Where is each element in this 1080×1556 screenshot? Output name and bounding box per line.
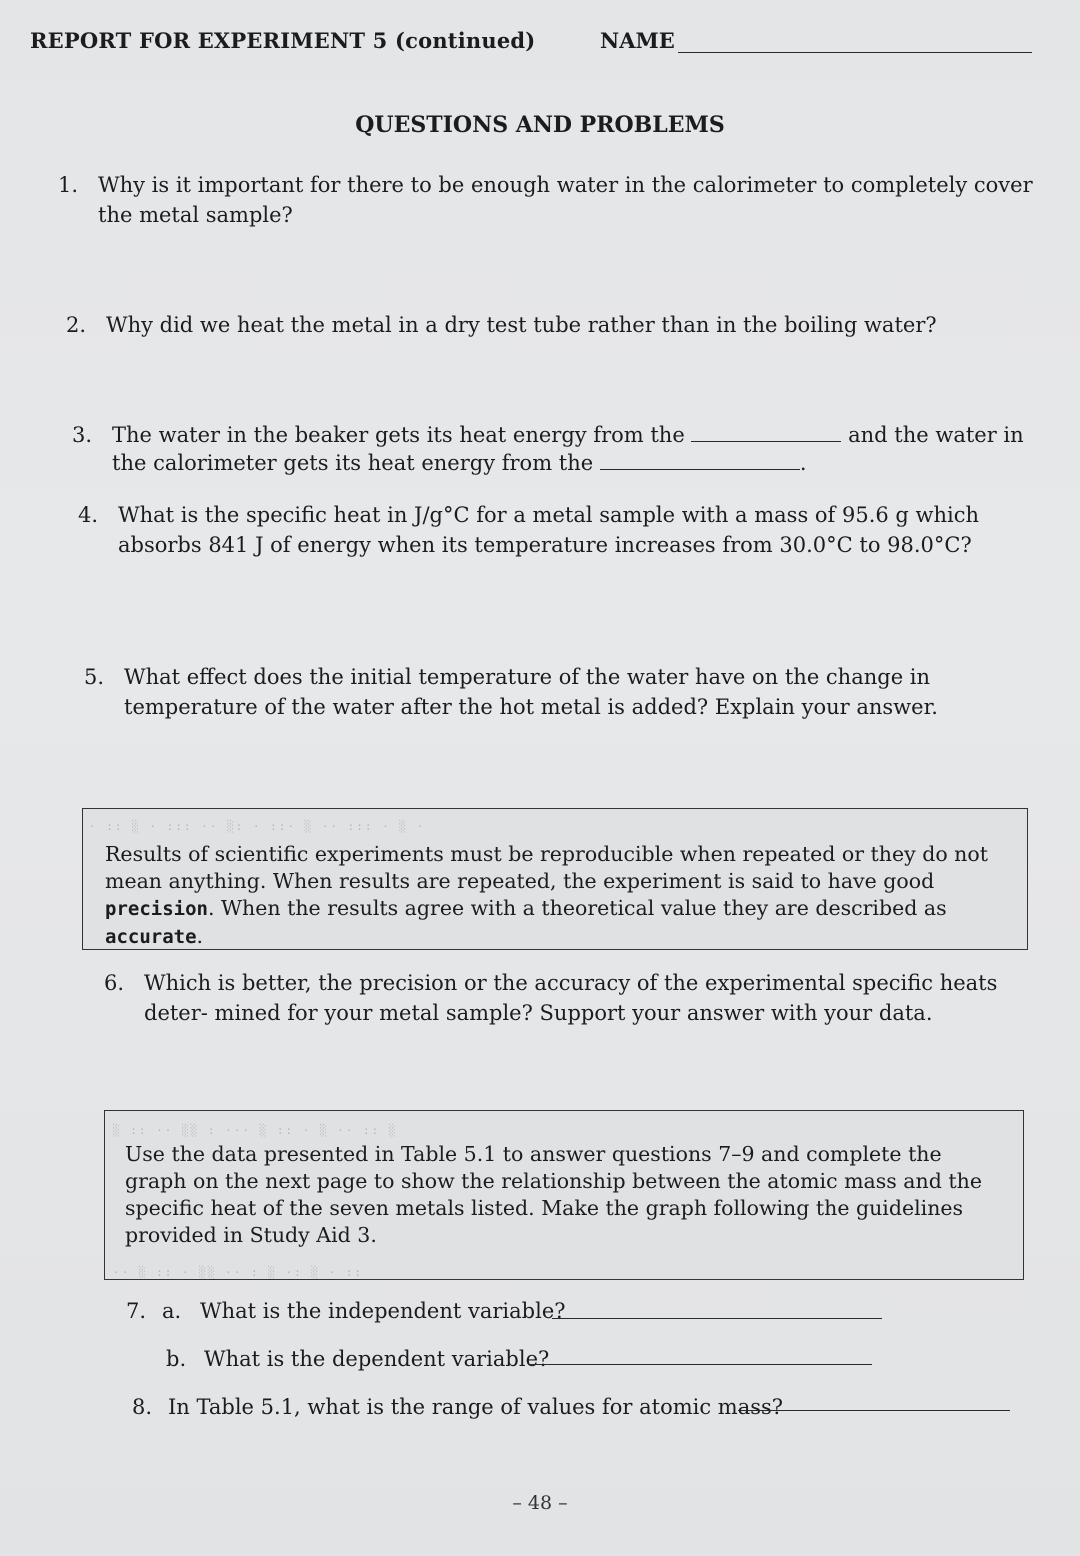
keyword-accurate: accurate	[105, 926, 197, 948]
question-2	[66, 310, 1046, 344]
question-text: Why is it important for there to be enough water in the calorimeter to completely cover the metal sample?	[98, 173, 1033, 227]
question-text: Which is better, the precision or the accuracy of the experimental specific heats deter- mined for your metal sample? Support your answer with your data.	[144, 971, 998, 1025]
question-7b-label: b.	[166, 1347, 187, 1371]
question-4	[78, 500, 1053, 564]
question-5	[84, 662, 1054, 726]
question-7a-label: a.	[162, 1299, 182, 1323]
table-instructions-note	[104, 1110, 1024, 1280]
question-7b-text: What is the dependent variable?	[204, 1347, 550, 1371]
page-number: – 48 –	[512, 1492, 568, 1514]
question-3-part-4: .	[799, 451, 807, 475]
question-text-line-2	[112, 448, 1052, 478]
scan-noise: ░ :: ·· ░░ : ··· ░ :: · ░ ·· :: ░	[113, 1124, 398, 1137]
question-number: 6.	[104, 971, 125, 995]
name-label: NAME	[600, 28, 675, 53]
precision-accuracy-note	[82, 808, 1028, 950]
scan-noise: · :: ░ · ::: ·· ░: · ::· ░ ·· ::: · ░ ·	[89, 820, 426, 833]
blank-heat-source-beaker[interactable]	[691, 441, 841, 442]
question-text: In Table 5.1, what is the range of values for atomic mass?	[168, 1395, 784, 1419]
question-number: 5.	[84, 665, 105, 689]
blank-heat-source-calorimeter[interactable]	[600, 469, 800, 470]
answer-line-dependent-variable[interactable]	[530, 1364, 872, 1365]
question-text: Why did we heat the metal in a dry test tube rather than in the boiling water?	[106, 313, 937, 337]
question-3	[72, 420, 1052, 484]
question-number: 3.	[72, 423, 93, 447]
report-title: REPORT FOR EXPERIMENT 5 (continued)	[30, 28, 536, 53]
question-3-part-3: the calorimeter gets its heat energy from the	[112, 451, 594, 475]
question-number: 7.	[126, 1299, 147, 1323]
answer-line-atomic-mass-range[interactable]	[738, 1410, 1010, 1411]
scan-noise: ·· ░ :: · ░░ ·· : ░ ·: ░ · ::	[113, 1266, 364, 1279]
note-text: Results of scientific experiments must be reproducible when repeated or they do not mean anything. When results are repeated, the experiment is said to have good precision. When the results agree with a theoretical value they are described as accurate.	[105, 842, 988, 948]
question-number: 8.	[132, 1395, 153, 1419]
question-1	[58, 170, 1048, 234]
question-7a-text: What is the independent variable?	[200, 1299, 566, 1323]
question-text-line-1	[112, 420, 1052, 450]
section-heading: QUESTIONS AND PROBLEMS	[355, 112, 725, 138]
question-number: 4.	[78, 503, 99, 527]
name-blank-line	[678, 52, 1032, 53]
question-3-part-1: The water in the beaker gets its heat energy from the	[112, 423, 685, 447]
note-text: Use the data presented in Table 5.1 to answer questions 7–9 and complete the graph on the next page to show the relationship between the atomic mass and the specific heat of the seven metals listed. Make the graph following the guidelines provided in Study Aid 3.	[125, 1142, 982, 1247]
question-number: 1.	[58, 173, 79, 197]
question-8	[132, 1392, 784, 1426]
question-number: 2.	[66, 313, 87, 337]
question-3-part-2: and the water in	[848, 423, 1024, 447]
keyword-precision: precision	[105, 898, 208, 920]
question-text: What effect does the initial temperature of the water have on the change in temperature of the water after the hot metal is added? Explain your answer.	[124, 665, 938, 719]
answer-line-independent-variable[interactable]	[552, 1318, 882, 1319]
question-text: What is the specific heat in J/g°C for a metal sample with a mass of 95.6 g which absorbs 841 J of energy when its temperature increases from 30.0°C to 98.0°C?	[118, 503, 980, 557]
question-6	[104, 968, 1044, 1032]
